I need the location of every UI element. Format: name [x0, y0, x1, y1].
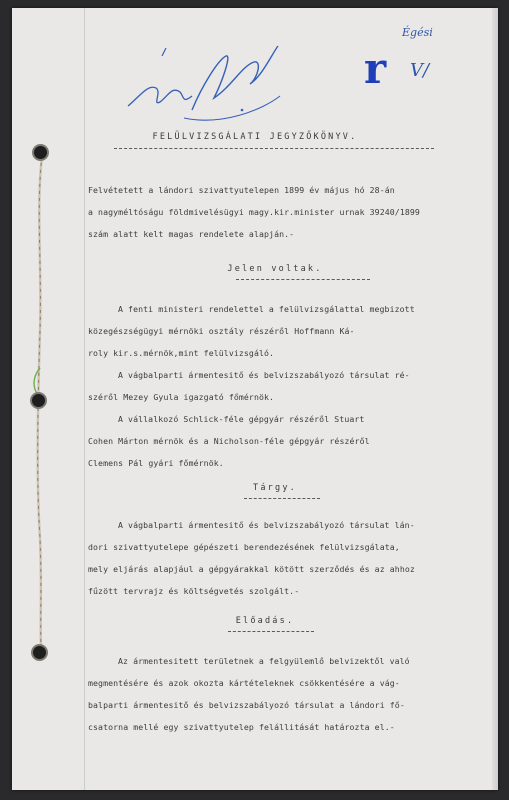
present-line: Clemens Pál gyári főmérnök. [88, 458, 224, 468]
binding-hole-bottom [31, 644, 48, 661]
section-heading-present: Jelen voltak. [227, 264, 323, 274]
present-line: A fenti ministeri rendelettel a felülvizsgálattal megbizott [118, 304, 415, 314]
present-line: Cohen Márton mérnök és a Nicholson-féle gépgyár részéről [88, 436, 370, 446]
section-heading-report: Előadás. [235, 616, 295, 626]
present-line: roly kir.s.mérnök,mint felülvizsgáló. [88, 348, 275, 358]
report-line: balparti ármentesitő és belvizszabályozó társulat a lándori fő- [88, 700, 405, 710]
binding-hole-middle [30, 392, 47, 409]
handwritten-signature [122, 26, 292, 126]
intro-line: Felvétetett a lándori szivattyutelepen 1899 év május hó 28-án [88, 185, 395, 195]
present-line: közegészségügyi mérnöki osztály részéről Hoffmann Ká- [88, 326, 355, 336]
document-page [12, 8, 498, 790]
corner-numeral: V/ [410, 60, 430, 81]
section-underline [244, 498, 320, 499]
report-line: megmentésére és azok okozta kártételeknek csökkentésére a vág- [88, 678, 400, 688]
report-line: Az ármentesitett területnek a felgyülemlő belvizektől való [118, 656, 410, 666]
intro-line: szám alatt kelt magas rendelete alapján.- [88, 229, 295, 239]
intro-line: a nagyméltóságu földmivelésügyi magy.kir.minister urnak 39240/1899 [88, 207, 420, 217]
subject-line: fűzött tervrajz és költségvetés szolgált.- [88, 586, 300, 596]
report-line: csatorna mellé egy szivattyutelep felállitását határozta el.- [88, 722, 395, 732]
corner-note: Égési [402, 26, 433, 39]
section-underline [228, 631, 314, 632]
binding-hole-top [32, 144, 49, 161]
subject-line: A vágbalparti ármentesitő és belvizszabályozó társulat lán- [118, 520, 415, 530]
present-line: A vágbalparti ármentesitő és belvizszabályozó társulat ré- [118, 370, 410, 380]
document-title: FELÜLVIZSGÁLATI JEGYZŐKÖNYV. [152, 132, 358, 142]
section-heading-subject: Tárgy. [253, 483, 297, 493]
present-line: széről Mezey Gyula igazgató főmérnök. [88, 392, 275, 402]
subject-line: dori szivattyutelepe gépészeti berendezésének felülvizsgálata, [88, 542, 400, 552]
present-line: A vállalkozó Schlick-féle gépgyár részéről Stuart [118, 414, 365, 424]
stamp-letter: r [364, 44, 387, 93]
binding-string [12, 8, 92, 790]
subject-line: mely eljárás alapjául a gépgyárakkal kötött szerződés és az ahhoz [88, 564, 415, 574]
title-underline [114, 148, 434, 149]
section-underline [236, 279, 370, 280]
